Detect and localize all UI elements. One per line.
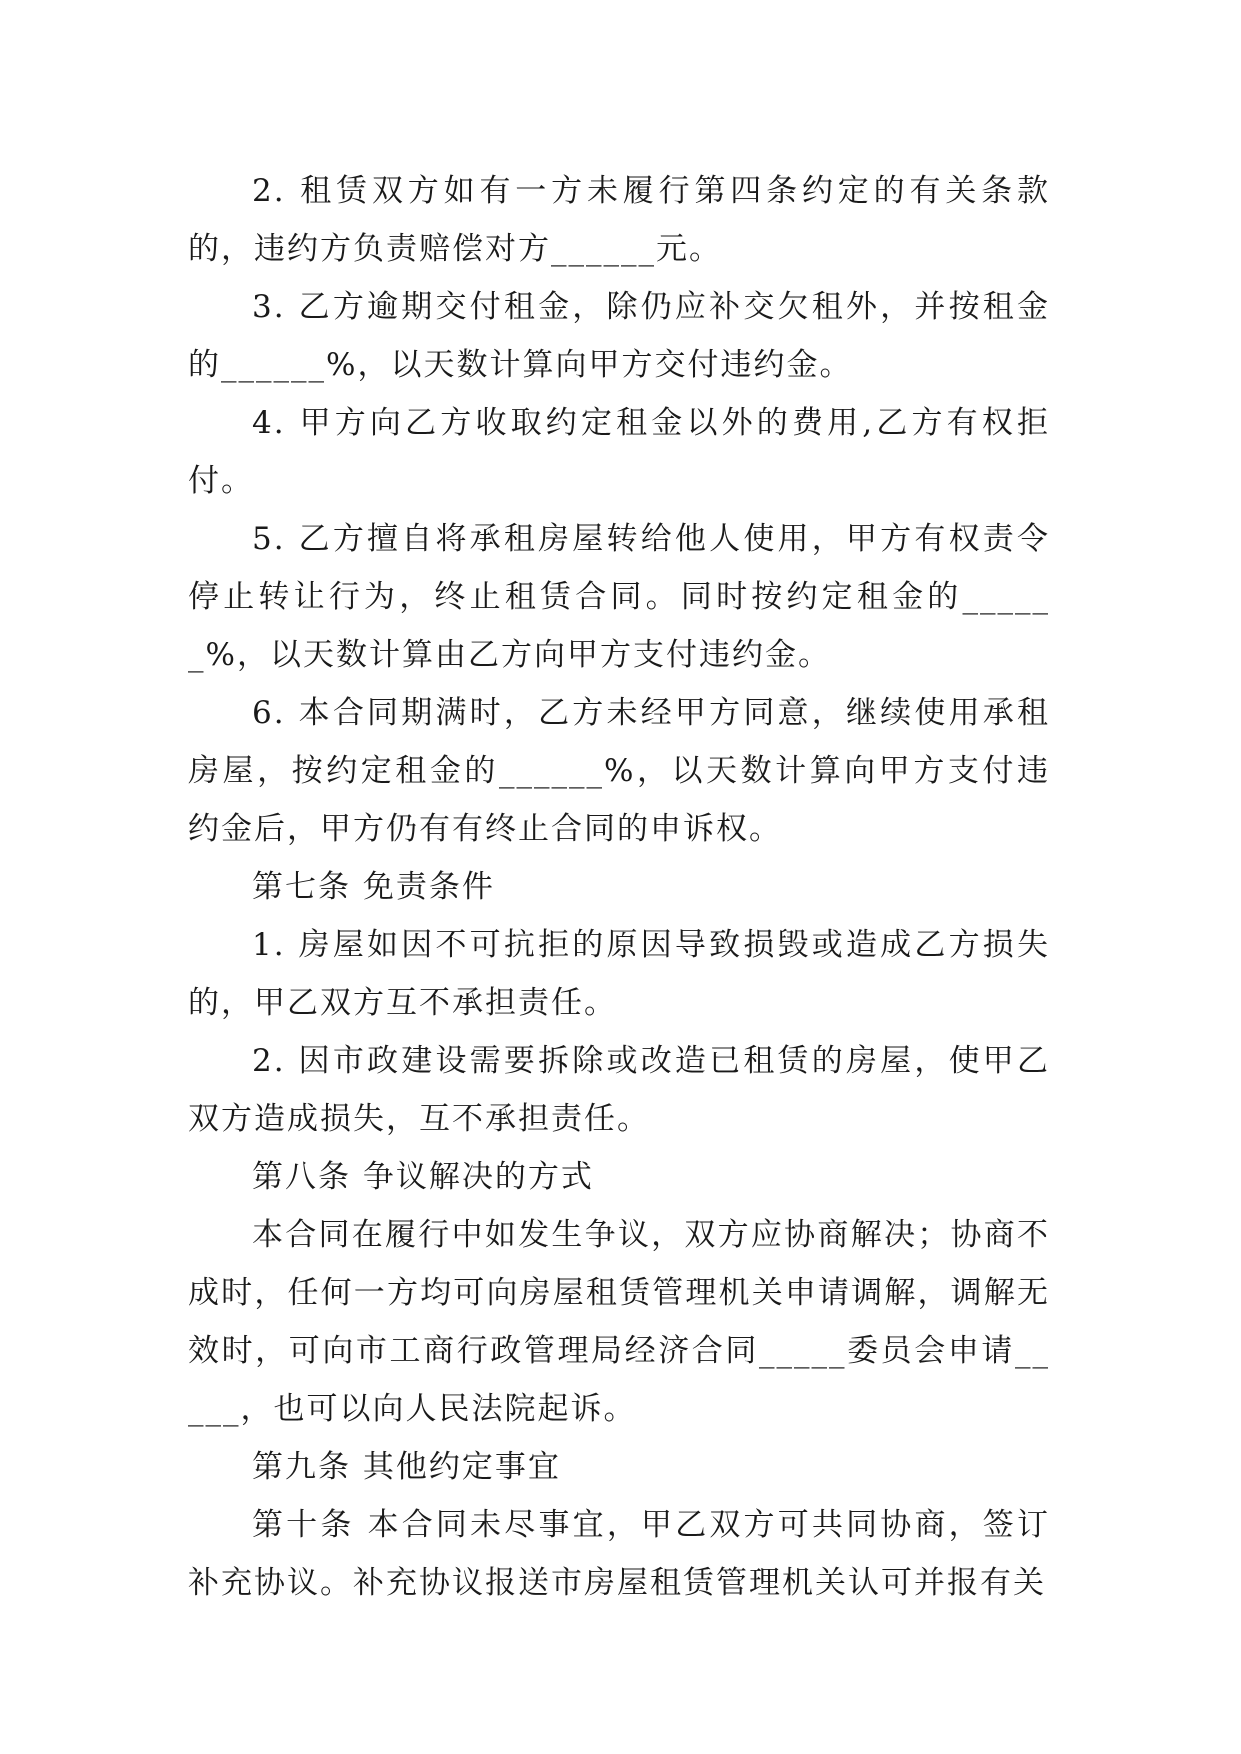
clause-paragraph: 本合同在履行中如发生争议，双方应协商解决；协商不成时，任何一方均可向房屋租赁管理机关申请调解，调解无效时，可向市工商行政管理局经济合同_____委员会申请_____，也可以向人民法院起诉。 xyxy=(188,1217,1050,1427)
clause-paragraph: 6. 本合同期满时，乙方未经甲方同意，继续使用承租房屋，按约定租金的______%，以天数计算向甲方支付违约金后，甲方仍有有终止合同的申诉权。 xyxy=(188,695,1050,847)
section-heading: 第九条 其他约定事宜 xyxy=(252,1449,561,1485)
clause-paragraph: 第十条 本合同未尽事宜，甲乙双方可共同协商，签订补充协议。补充协议报送市房屋租赁管理机关认可并报有关 xyxy=(188,1507,1050,1601)
clause-paragraph: 2. 因市政建设需要拆除或改造已租赁的房屋，使甲乙双方造成损失，互不承担责任。 xyxy=(188,1043,1050,1137)
section-heading: 第八条 争议解决的方式 xyxy=(252,1159,594,1195)
clause-paragraph: 4. 甲方向乙方收取约定租金以外的费用,乙方有权拒付。 xyxy=(188,405,1050,499)
clause-paragraph: 3. 乙方逾期交付租金，除仍应补交欠租外，并按租金的______%，以天数计算向甲方交付违约金。 xyxy=(188,289,1050,383)
document-body xyxy=(188,162,1050,1612)
clause-paragraph: 1. 房屋如因不可抗拒的原因导致损毁或造成乙方损失的，甲乙双方互不承担责任。 xyxy=(188,927,1050,1021)
section-heading: 第七条 免责条件 xyxy=(252,869,495,905)
clause-paragraph: 5. 乙方擅自将承租房屋转给他人使用，甲方有权责令停止转让行为，终止租赁合同。同时按约定租金的______%，以天数计算由乙方向甲方支付违约金。 xyxy=(188,521,1050,673)
clause-paragraph: 2. 租赁双方如有一方未履行第四条约定的有关条款的，违约方负责赔偿对方______元。 xyxy=(188,173,1050,267)
